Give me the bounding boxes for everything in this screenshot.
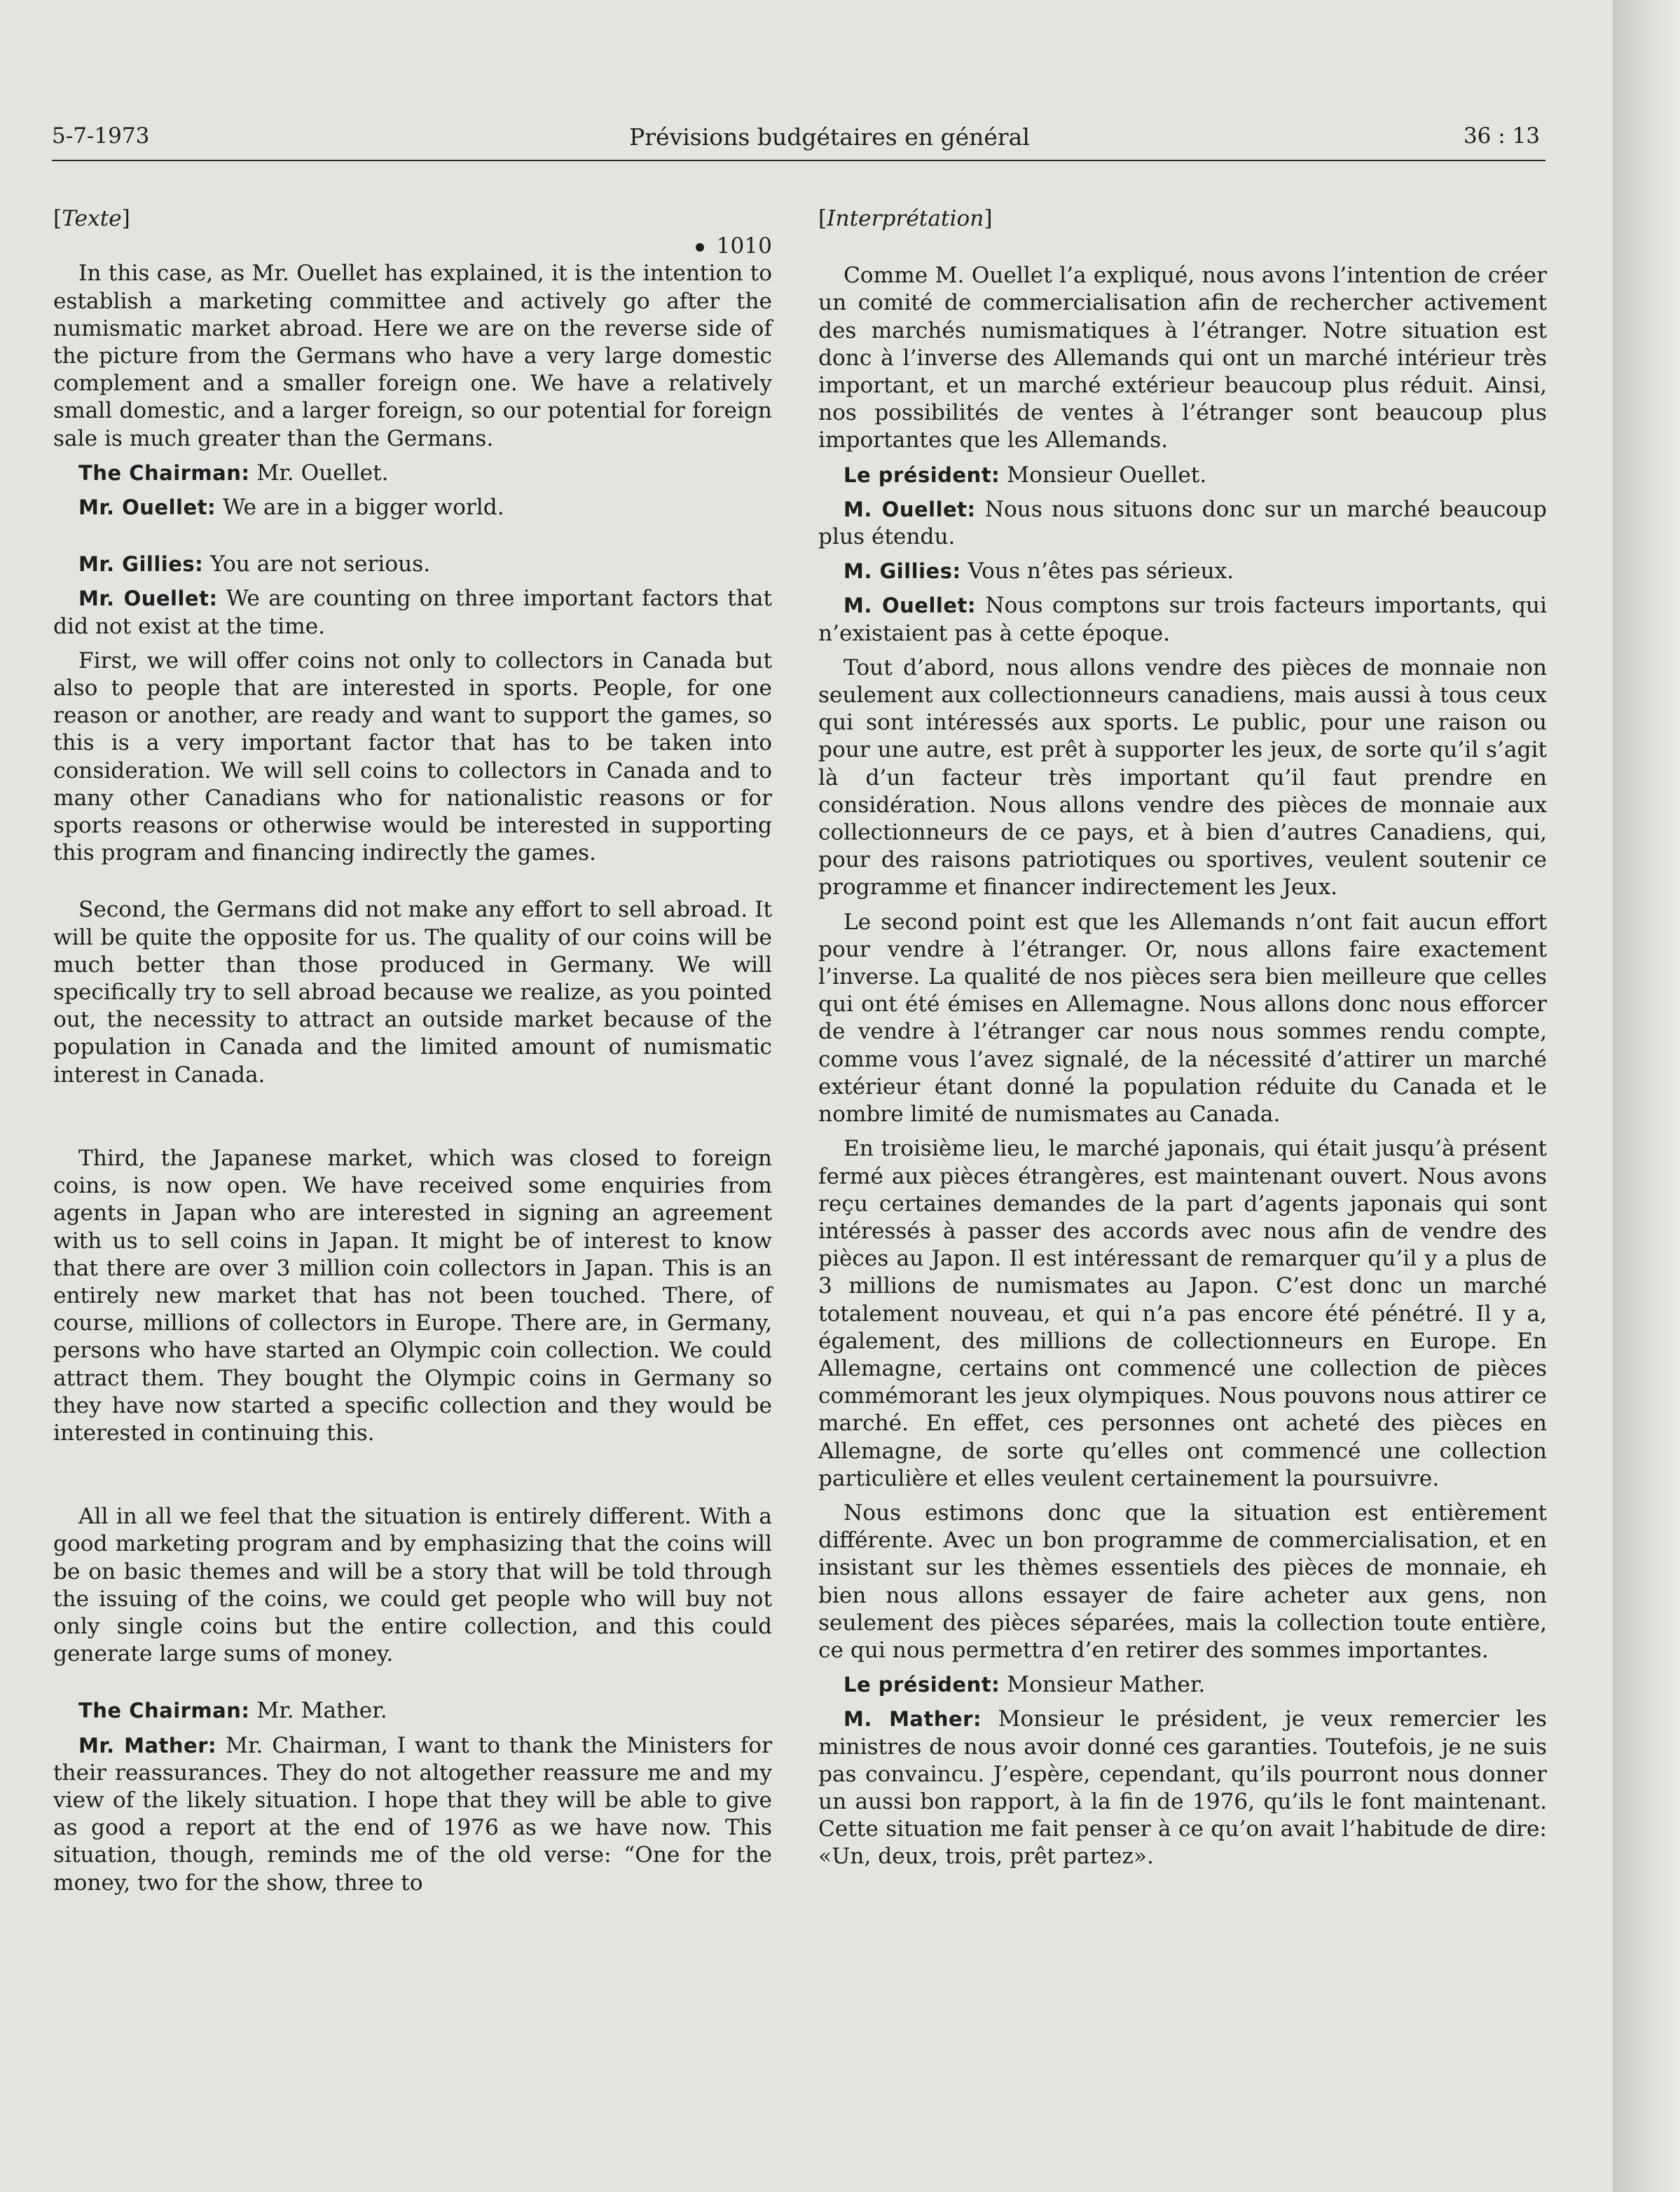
right-speech-2: M. Ouellet: Nous nous situons donc sur un marché beaucoup plus étendu.: [818, 496, 1547, 550]
bullet-icon: [696, 243, 704, 252]
right-paragraph-3: Le second point est que les Allemands n’ont fait aucun effort pour vendre à l’étranger. Or, nous allons faire exactement l’inverse. La qualité de nos pièces sera bien meilleure que celles qui ont été émises en Allemagne. Nous allons donc nous efforcer de vendre à l’étranger car nous nous sommes rendu compte, comme vous l’avez signalé, de la nécessité d’attirer un marché extérieur étant donné la population réduite du Canada et le nombre limité de numismates au Canada.: [818, 909, 1547, 1128]
right-paragraph-5: Nous estimons donc que la situation est entièrement différente. Avec un bon programme de commercialisation, et en insistant sur les thèmes essentiels des pièces de monnaie, eh bien nous allons essayer de faire acheter aux gens, non seulement des pièces séparées, mais la collection toute entière, ce qui nous permettra d’en retirer des sommes importantes.: [818, 1500, 1547, 1663]
left-speech-4: Mr. Ouellet: We are counting on three important factors that did not exist at the time.: [53, 586, 772, 639]
transcript-marker: 1010: [53, 233, 772, 260]
right-speech-3: M. Gillies: Vous n’êtes pas sérieux.: [844, 559, 1234, 584]
left-paragraph-5: All in all we feel that the situation is entirely different. With a good marketing program and by emphasizing that the coins will be on basic themes and will be a story that will be told through the issuing of the coins, we could get people who will buy not only single coins but the entire collection, and this could generate large sums of money.: [53, 1504, 772, 1667]
left-paragraph-2: First, we will offer coins not only to collectors in Canada but also to people that are interested in sports. People, for one reason or another, are ready and want to support the games, so this is a very important factor that has to be taken into consideration. We will sell coins to collectors in Canada and to many other Canadians who for nationalistic reasons or for sports reasons or otherwise would be interested in supporting this program and financing indirectly the games.: [53, 648, 772, 866]
left-paragraph-1: In this case, as Mr. Ouellet has explained, it is the intention to establish a marketing committee and actively go after the numismatic market abroad. Here we are on the reverse side of the picture from the Germans who have a very large domestic complement and a smaller foreign one. We have a relatively small domestic, and a larger foreign, so our potential for foreign sale is much greater than the Germans.: [53, 261, 772, 451]
right-paragraph-2: Tout d’abord, nous allons vendre des pièces de monnaie non seulement aux collectionneurs canadiens, mais aussi à tous ceux qui sont intéressés aux sports. Le public, pour une raison ou pour une autre, est prêt à supporter les jeux, de sorte qu’il s’agit là d’un facteur très important qu’il faut prendre en considération. Nous allons vendre des pièces de monnaie aux collectionneurs de ce pays, et à bien d’autres Canadiens, qui, pour des raisons patriotiques ou sportives, veulent soutenir ce programme et financer indirectement les Jeux.: [818, 655, 1547, 900]
right-speech-5: Le président: Monsieur Mather.: [844, 1672, 1206, 1698]
left-column: [53, 205, 772, 1897]
right-speech-1: Le président: Monsieur Ouellet.: [844, 462, 1207, 488]
header-page-number: 36 : 13: [1463, 123, 1540, 149]
right-speech-6: M. Mather: Monsieur le président, je veux remercier les ministres de nous avoir donné ces garanties. Toutefois, je ne suis pas convaincu. J’espère, cependant, qu’ils pourront nous donner un aussi bon rapport, à la fin de 1976, qu’ils le font maintenant. Cette situation me fait penser à ce qu’on avait l’habitude de dire: «Un, deux, trois, prêt partez».: [818, 1706, 1547, 1870]
left-speech-3: Mr. Gillies: You are not serious.: [78, 552, 431, 577]
right-speech-4: M. Ouellet: Nous comptons sur trois facteurs importants, qui n’existaient pas à cette époque.: [818, 593, 1547, 646]
page-header: [52, 118, 1545, 161]
header-title: Prévisions budgétaires en général: [629, 123, 1030, 151]
section-label-interpretation: [Interprétation]: [818, 206, 993, 231]
left-speech-5: The Chairman: Mr. Mather.: [78, 1698, 387, 1724]
left-paragraph-3: Second, the Germans did not make any effort to sell abroad. It will be quite the opposite for us. The quality of our coins will be much better than those produced in Germany. We will specifically try to sell abroad because we realize, as you pointed out, the necessity to attract an outside market because of the population in Canada and the limited amount of numismatic interest in Canada.: [53, 897, 772, 1088]
left-speech-6: Mr. Mather: Mr. Chairman, I want to thank the Ministers for their reassurances. They do not altogether reassure me and my view of the likely situation. I hope that they will be able to give as good a report at the end of 1976 as we have now. This situation, though, reminds me of the old verse: “One for the money, two for the show, three to: [53, 1732, 772, 1896]
section-label-text: [Texte]: [53, 206, 130, 231]
left-speech-1: The Chairman: Mr. Ouellet.: [78, 460, 389, 486]
right-column: [818, 205, 1547, 1871]
header-date: 5-7-1973: [52, 123, 150, 149]
left-speech-2: Mr. Ouellet: We are in a bigger world.: [78, 495, 504, 521]
left-paragraph-4: Third, the Japanese market, which was closed to foreign coins, is now open. We have received some enquiries from agents in Japan who are interested in signing an agreement with us to sell coins in Japan. It might be of interest to know that there are over 3 million coin collectors in Japan. This is an entirely new market that has not been touched. There, of course, millions of collectors in Europe. There are, in Germany, persons who have started an Olympic coin collection. We could attract them. They bought the Olympic coins in Germany so they have now started a specific collection and they would be interested in continuing this.: [53, 1145, 772, 1446]
page-edge: [1613, 0, 1680, 2192]
right-paragraph-4: En troisième lieu, le marché japonais, qui était jusqu’à présent fermé aux pièces étrangères, est maintenant ouvert. Nous avons reçu certaines demandes de la part d’agents japonais qui sont intéressés à passer des accords avec nous afin de vendre des pièces au Japon. Il est intéressant de remarquer qu’il y a plus de 3 millions de numismates au Japon. C’est donc un marché totalement nouveau, et qui n’a pas encore été pénétré. Il y a, également, des millions de collectionneurs en Europe. En Allemagne, certains ont commencé une collection de pièces commémorant les jeux olympiques. Nous pouvons nous attirer ce marché. En effet, ces personnes ont acheté des pièces en Allemagne, de sorte qu’elles ont commencé une collection particulière et elles veulent certainement la poursuivre.: [818, 1136, 1547, 1491]
right-paragraph-1: Comme M. Ouellet l’a expliqué, nous avons l’intention de créer un comité de commercialisation afin de rechercher activement des marchés numismatiques à l’étranger. Notre situation est donc à l’inverse des Allemands qui ont un marché intérieur très important, et un marché extérieur beaucoup plus réduit. Ainsi, nos possibilités de ventes à l’étranger sont beaucoup plus importantes que les Allemands.: [818, 263, 1547, 453]
